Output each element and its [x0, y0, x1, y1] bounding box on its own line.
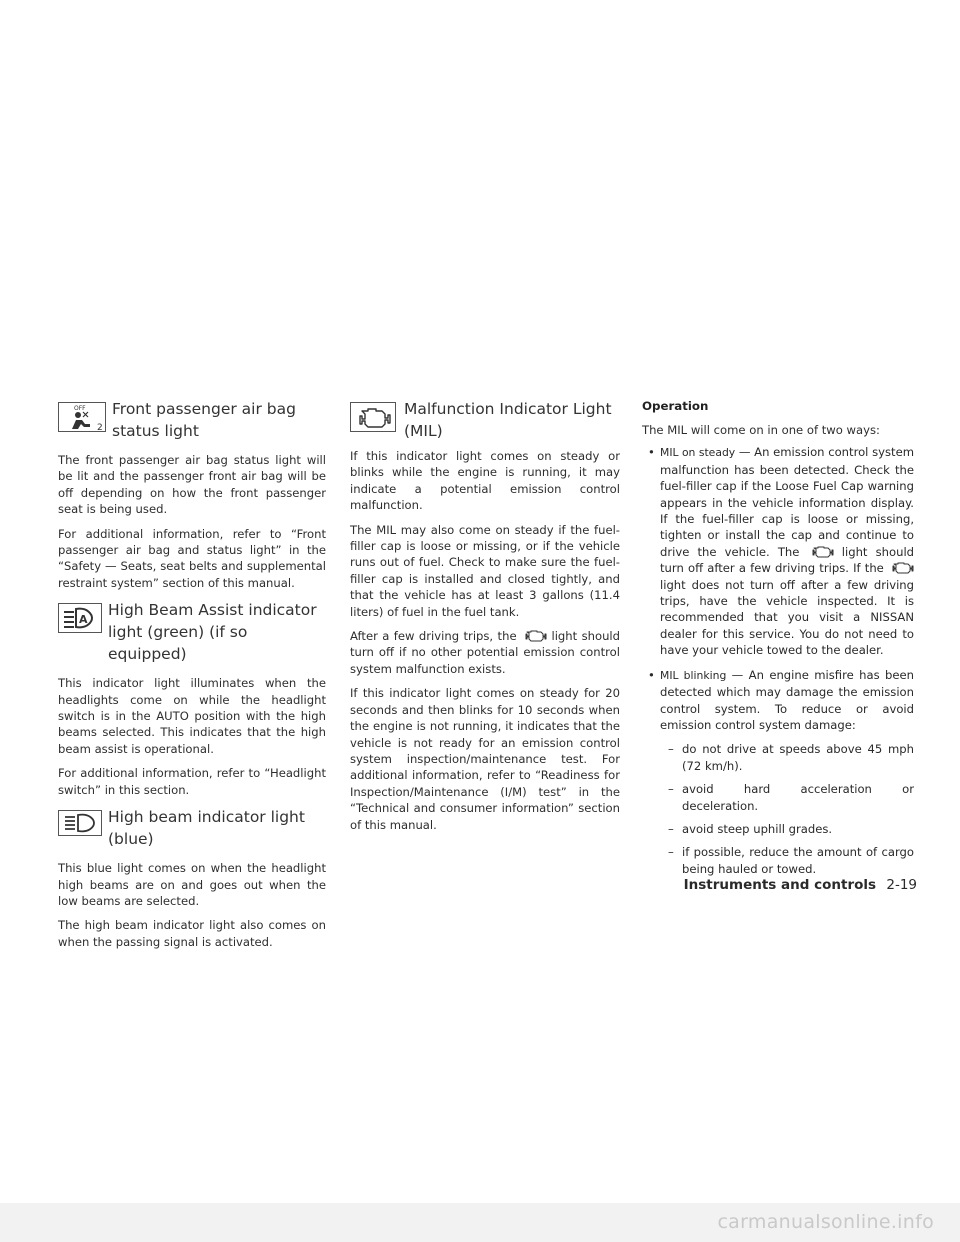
sub-list-item — [642, 781, 914, 814]
dash-icon: – — [668, 845, 674, 860]
text-run: After a few driving trips, the — [350, 629, 517, 644]
high-beam-icon — [58, 810, 102, 836]
paragraph: This blue light comes on when the headlight high beams are on and goes out when the low beams are selected. — [58, 861, 326, 908]
svg-text:2: 2 — [97, 423, 103, 432]
high-beam-assist-icon — [58, 603, 102, 633]
column-left — [58, 398, 326, 958]
section-title — [112, 398, 296, 442]
page-footer — [684, 877, 917, 893]
section-title — [404, 398, 612, 442]
page-number: 2-19 — [886, 877, 917, 893]
svg-text:A: A — [79, 613, 88, 627]
list-item — [642, 667, 914, 734]
section-header-airbag — [58, 398, 326, 442]
paragraph: The high beam indicator light also comes on when the passing signal is activated. — [58, 918, 326, 949]
watermark-text: carmanualsonline.info — [717, 1211, 934, 1233]
engine-check-icon — [888, 560, 914, 574]
section-title-line1: High beam indicator light — [108, 808, 305, 827]
sub-item-text: avoid hard acceleration or deceleration. — [682, 782, 914, 813]
bullet-icon: • — [648, 667, 655, 682]
engine-check-icon — [350, 402, 396, 432]
paragraph: The MIL may also come on steady if the fuel-filler cap is loose or missing, or if the vehicle runs out of fuel. Check to make sure the fuel-filler cap is installed and closed tightly, and that the vehicle has at least 3 gallons (11.4 liters) of fuel in the fuel tank. — [350, 522, 620, 619]
section-header-high-beam-assist — [58, 599, 326, 665]
column-middle — [350, 398, 620, 841]
engine-check-icon — [521, 628, 547, 642]
paragraph: For additional information, refer to “Front passenger air bag and status light” in the “Safety — Seats, seat belts and supplemental restraint system” section of this manual. — [58, 526, 326, 590]
operation-heading: Operation — [642, 399, 709, 413]
section-header-high-beam — [58, 806, 326, 850]
footer-section-title: Instruments and controls — [683, 877, 877, 893]
section-title-line1: Malfunction Indicator Light — [404, 400, 612, 418]
text-run: light should turn off if no other potential emission control system malfunction exists. — [350, 629, 621, 676]
paragraph: The MIL will come on in one of two ways: — [642, 423, 880, 437]
paragraph — [350, 628, 620, 677]
text-run: The — [777, 544, 800, 559]
watermark-bar — [0, 1203, 960, 1242]
bullet-text: — An engine misfire has been detected which may damage the emission control system. To reduce or avoid emission control system damage: — [660, 667, 914, 732]
dash-icon: – — [668, 821, 674, 836]
paragraph: If this indicator light comes on steady or blinks while the engine is running, it may indicate a potential emission control malfunction. — [350, 449, 620, 513]
section-title-line2: (MIL) — [404, 422, 443, 440]
section-title — [108, 599, 326, 665]
text-run: light does not turn off after a few driving trips, have the vehicle inspected. It is recommended that you visit a NISSAN dealer for this service. You do not need to have your vehicle towed to the dealer. — [660, 577, 914, 658]
section-title-line1: Front passenger air bag — [112, 400, 296, 418]
section-header-mil — [350, 398, 620, 442]
airbag-off-icon — [58, 402, 106, 432]
text-run: light should turn off after a few driving trips. If the — [660, 544, 915, 576]
dash-icon: – — [668, 742, 674, 757]
section-title-line2: light (green) (if so equipped) — [108, 623, 248, 664]
section-title-line2: (blue) — [108, 830, 154, 849]
paragraph: This indicator light illuminates when the headlights come on while the headlight switch is in the AUTO position with the high beams selected. This indicates that the high beam assist is operational. — [58, 676, 326, 756]
paragraph: For additional information, refer to “Headlight switch” in this section. — [58, 766, 326, 797]
dash-icon: – — [668, 782, 674, 797]
bullet-lead: MIL on steady — [660, 446, 736, 460]
svg-text:OFF: OFF — [74, 405, 86, 412]
section-title — [108, 806, 305, 850]
sub-item-text: if possible, reduce the amount of cargo being hauled or towed. — [682, 845, 914, 876]
section-title-line2: status light — [112, 422, 199, 440]
bullet-lead: MIL blinking — [660, 668, 727, 682]
section-title-line1: High Beam Assist indicator — [108, 601, 317, 620]
column-right — [642, 398, 914, 884]
sub-list-item — [642, 741, 914, 774]
sub-item-text: avoid steep uphill grades. — [682, 821, 833, 836]
paragraph: If this indicator light comes on steady for 20 seconds and then blinks for 10 seconds when the engine is not running, it indicates that the vehicle is not ready for an emission control system inspection/maintenance test. For additional information, refer to “Readiness for Inspection/Maintenance (I/M) test” in the “Technical and consumer information” section of this manual. — [350, 686, 620, 832]
bullet-text: — An emission control system malfunction has been detected. Check the fuel-filler cap if the Loose Fuel Cap warning appears in the vehicle information display. If the fuel-filler cap is loose or missing, tighten or install the cap and continue to drive the vehicle. — [660, 445, 914, 559]
sub-item-text: do not drive at speeds above 45 mph (72 km/h). — [682, 742, 914, 773]
sub-list-item — [642, 821, 914, 837]
paragraph: The front passenger air bag status light will be lit and the passenger front air bag will be off depending on how the front passenger seat is being used. — [58, 453, 326, 517]
sub-list-item — [642, 844, 914, 877]
list-item — [642, 444, 914, 658]
bullet-icon: • — [648, 445, 655, 460]
engine-check-icon — [808, 544, 834, 558]
